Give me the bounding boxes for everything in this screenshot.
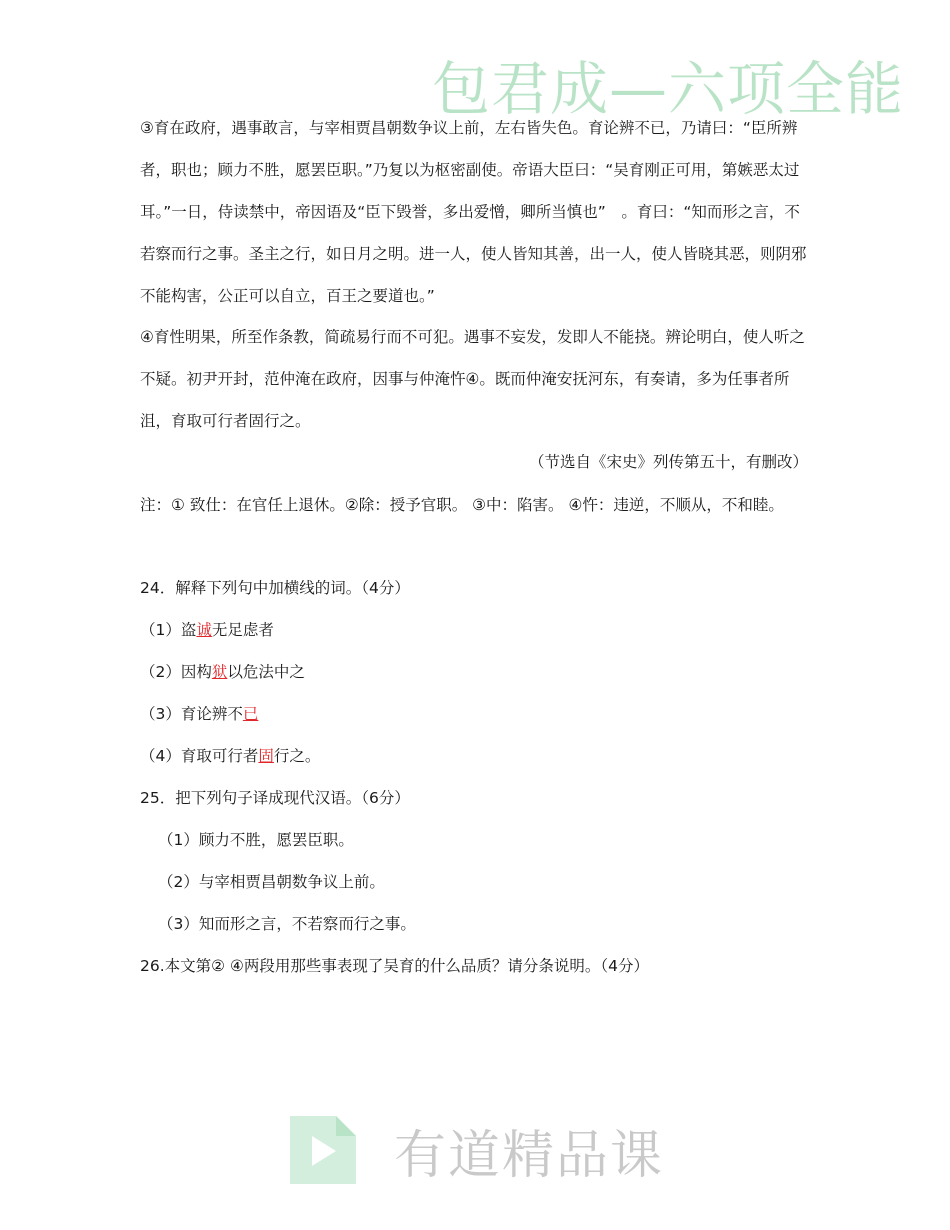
q24-item-2-keyword: 狱 xyxy=(211,663,228,681)
q25-title: 25．把下列句子译成现代汉语。（6分） xyxy=(140,789,410,807)
q25-item-1: （1）顾力不胜，愿罢臣职。 xyxy=(158,831,354,849)
q24-item-4: （4）育取可行者固行之。 xyxy=(140,747,321,765)
q24-item-1-keyword: 诚 xyxy=(196,621,212,639)
bottom-watermark xyxy=(282,1112,664,1188)
q24-item-1: （1）盗诚无足虑者 xyxy=(140,621,274,639)
top-watermark: 包君成—六项全能 xyxy=(432,55,905,123)
q25-item-2: （2）与宰相贾昌朝数争议上前。 xyxy=(158,873,385,891)
q24-item-3-keyword: 已 xyxy=(242,705,259,723)
passage-source: （节选自《宋史》列传第五十，有删改） xyxy=(528,453,808,471)
passage-paragraph-3: ③育在政府，遇事敢言，与宰相贾昌朝数争议上前，左右皆失色。育论辨不已，乃请曰：“臣所辨者，职也；顾力不胜，愿罢臣职。”乃复以为枢密副使。帝语大臣曰：“吴育刚正可用，第嫉恶太过耳。”一日，侍读禁中，帝因语及“臣下毁誉，多出爱憎，卿所当慎也” 。育曰：“知而形之言，不若察而行之事。圣主之行，如日月之明。进一人，使人皆知其善，出一人，使人皆晓其恶，则阴邪不能构害，公正可以自立，百王之要道也。” xyxy=(140,119,807,305)
q24-item-2: （2）因构狱以危法中之 xyxy=(140,663,305,681)
q24-item-4-keyword: 固 xyxy=(258,747,274,765)
play-logo-icon xyxy=(282,1112,364,1188)
passage-paragraph-4: ④育性明果，所至作条教，简疏易行而不可犯。遇事不妄发，发即人不能挠。辨论明白，使人听之不疑。初尹开封，范仲淹在政府，因事与仲淹忤④。既而仲淹安抚河东，有奏请，多为任事者所沮，育取可行者固行之。 xyxy=(140,328,805,430)
footnotes: 注：① 致仕：在官任上退休。②除：授予官职。 ③中：陷害。 ④忤：违逆，不顺从，不和睦。 xyxy=(140,496,784,514)
q25-item-3: （3）知而形之言，不若察而行之事。 xyxy=(158,915,416,933)
q24-title: 24．解释下列句中加横线的词。（4分） xyxy=(140,579,410,597)
q26-title: 26.本文第② ④两段用那些事表现了吴育的什么品质？请分条说明。（4分） xyxy=(140,957,649,975)
bottom-watermark-text: 有道精品课 xyxy=(394,1125,665,1186)
q24-item-3: （3）育论辨不已 xyxy=(140,705,259,723)
